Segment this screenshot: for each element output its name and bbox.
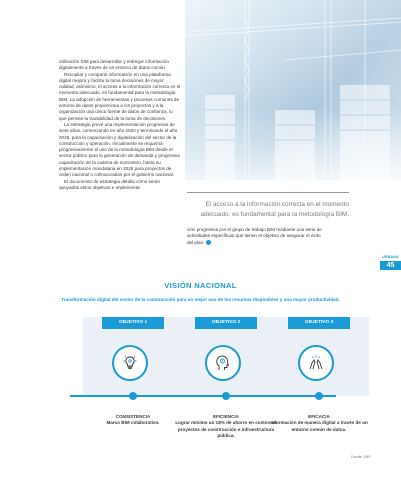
timeline-dot [315,392,323,400]
objective-title: EFICACIA [308,414,330,419]
objective-text-2 [174,414,278,440]
page-number: 45 [380,261,401,270]
end-mark-icon [206,240,211,245]
left-text-column [59,59,181,191]
objective-description: Información de manera digital a través de un entorno común de datos. [270,420,368,432]
objective-text-1 [81,414,185,427]
section-tab [380,255,401,270]
objective-header: OBJETIVO 2 [195,317,257,329]
vision-title: VISIÓN NACIONAL [164,281,237,290]
construction-crane-photo [185,0,401,180]
right-paragraph: ción progresiva por el grupo de trabajo BIM mediante una serie de actividades específicas que tienen el objetivo de asegurar el éxito del plan. [187,227,322,245]
objective-card-2 [176,317,276,396]
right-text-column [187,227,327,246]
lightbulb-gear-icon [112,345,148,381]
timeline-dot [129,392,137,400]
paragraph-2: Recopilar y compartir información en una plataforma digital mejora y facilita la toma decisiones de mayor calidad, asimismo, el acceso a la información correcta en el momento adecuado, es fundamental para la metodología BIM. La adopción de herramientas y procesos comunes de entorno de datos proporciona a los proyectos y a la organización una única fuente de datos de confianza, lo que permite la trazabilidad de la toma de decisiones. [59,71,181,121]
objective-text-3 [267,414,371,433]
objective-header: OBJETIVO 1 [102,317,164,329]
section-label: URBANA [382,255,399,259]
objective-card-3 [269,317,369,396]
timeline-dot [222,392,230,400]
objective-description: Lograr mínimo un 18% de ahorro en costos en proyectos de construcción e infraestructura pública. [175,420,277,439]
paragraph-1: utilización SIM para desarrollar y entregar información digitalmente a través de un entorno de datos común. [59,59,170,71]
objective-description: Marco BIM colaborativo. [106,420,160,426]
objective-header: OBJETIVO 3 [288,317,350,329]
pull-quote: El acceso a la información correcta en el momento adecuado, es fundamental para la metodología BIM. [200,201,349,218]
objective-title: CONSISTENCIA [115,414,151,419]
source-note: Fuente: DNP [351,455,371,459]
timeline-line [70,395,336,397]
hands-cheer-icon [298,345,334,381]
paragraph-3: La estrategia prevé una implementación progresiva de siete años, comenzando en año 2020 y terminando el año 2026, para la capacitación y digitalización del sector de la construcción y operación. Inicialmente se requerirá progresivamente el uso de la metodología BIM desde el sector público para la generación de demanda y progresiva capacitación de la cadena de suministro, hasta su implementación mandataria en 2026 para proyectos de orden nacional o cofinanciados por el gobierno nacional. [59,121,180,178]
objective-title: EFICIENCIA [212,414,240,419]
vision-subtitle: Transformación digital del sector de la construcción para un mejor uso de los recursos disponibles y una mayor productividad. [61,297,340,302]
head-gear-icon [205,345,241,381]
quote-divider [187,192,349,193]
objective-card-1 [83,317,183,396]
paragraph-4: El documento de estrategia detalla cómo serán apoyados estos objetivos e implementa- [59,178,161,190]
